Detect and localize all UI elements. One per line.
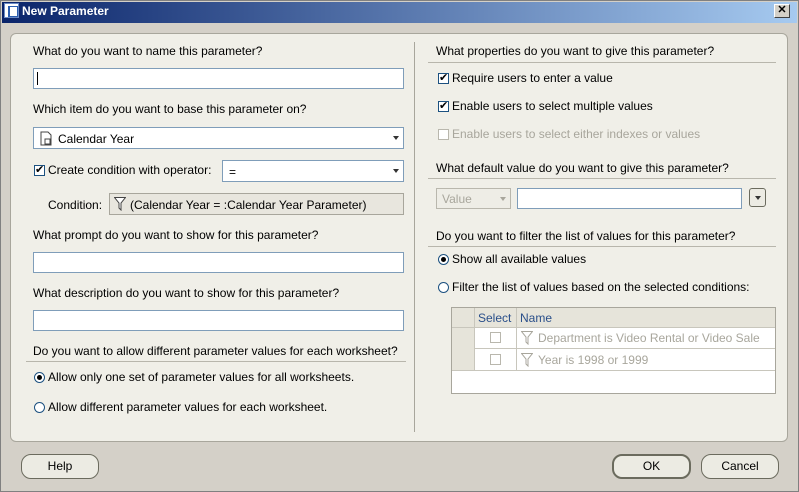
condition-value: (Calendar Year = :Calendar Year Parameter) <box>130 198 367 212</box>
show-all-radio[interactable] <box>438 254 449 265</box>
default-value-input[interactable] <box>517 188 742 209</box>
chevron-down-icon <box>393 136 399 140</box>
indexes-values-checkbox[interactable] <box>438 129 449 140</box>
default-value-question: What default value do you want to give this parameter? <box>436 161 729 175</box>
indexes-values-label: Enable users to select either indexes or values <box>452 127 701 141</box>
require-value-checkbox[interactable] <box>438 73 449 84</box>
multiple-values-checkbox[interactable] <box>438 101 449 112</box>
grid-column-line <box>474 308 475 370</box>
column-divider <box>414 42 415 432</box>
different-values-label: Allow different parameter values for each worksheet. <box>48 400 328 414</box>
prompt-question: What prompt do you want to show for this parameter? <box>33 228 319 242</box>
section-divider <box>26 361 406 362</box>
multiple-values-label: Enable users to select multiple values <box>452 99 653 113</box>
text-caret <box>37 72 38 85</box>
section-divider <box>428 246 776 247</box>
grid-row-2-name: Year is 1998 or 1999 <box>538 353 649 367</box>
filter-values-label: Filter the list of values based on the selected conditions: <box>452 280 750 294</box>
operator-select-value: = <box>229 165 237 179</box>
filter-values-radio[interactable] <box>438 282 449 293</box>
grid-header-select: Select <box>478 311 512 325</box>
filter-question: Do you want to filter the list of values for this parameter? <box>436 229 736 243</box>
default-type-value: Value <box>442 192 472 206</box>
grid-row-2-checkbox[interactable] <box>490 354 501 365</box>
prompt-input[interactable] <box>33 252 404 273</box>
condition-display <box>109 193 404 215</box>
grid-row-1-name: Department is Video Rental or Video Sale <box>538 331 760 345</box>
one-set-radio[interactable] <box>34 372 45 383</box>
grid-row-header <box>452 328 474 370</box>
section-divider <box>428 62 776 63</box>
create-condition-label: Create condition with operator: <box>48 163 212 177</box>
item-select-value: Calendar Year <box>58 132 135 146</box>
grid-row-line <box>452 348 775 349</box>
item-select[interactable] <box>33 127 404 149</box>
chevron-down-icon <box>393 169 399 173</box>
help-button[interactable]: Help <box>21 454 99 479</box>
item-question: Which item do you want to base this parameter on? <box>33 102 307 116</box>
name-input[interactable] <box>33 68 404 89</box>
one-set-label: Allow only one set of parameter values for all worksheets. <box>48 370 355 384</box>
condition-label: Condition: <box>48 198 103 212</box>
description-question: What description do you want to show for this parameter? <box>33 286 340 300</box>
name-question: What do you want to name this parameter? <box>33 44 263 58</box>
default-type-select[interactable] <box>436 188 511 209</box>
grid-header-name: Name <box>520 311 553 325</box>
default-value-list-button[interactable] <box>749 188 766 207</box>
ok-button[interactable]: OK <box>612 454 691 479</box>
grid-row-line <box>452 370 775 371</box>
worksheet-question: Do you want to allow different parameter values for each worksheet? <box>33 344 398 358</box>
create-condition-checkbox[interactable] <box>34 165 45 176</box>
different-values-radio[interactable] <box>34 402 45 413</box>
grid-row-line <box>452 327 775 328</box>
show-all-label: Show all available values <box>452 252 587 266</box>
item-icon <box>40 131 53 146</box>
description-input[interactable] <box>33 310 404 331</box>
window-title: New Parameter <box>22 4 109 18</box>
chevron-down-icon <box>500 197 506 201</box>
properties-question: What properties do you want to give this parameter? <box>436 44 715 58</box>
cancel-button[interactable]: Cancel <box>701 454 779 479</box>
filter-icon <box>521 331 533 348</box>
filter-icon <box>521 353 533 370</box>
grid-column-line <box>516 308 517 370</box>
section-divider <box>428 178 776 179</box>
operator-select[interactable] <box>222 160 404 182</box>
app-icon <box>4 3 19 18</box>
grid-row-1-checkbox[interactable] <box>490 332 501 343</box>
close-button[interactable]: ✕ <box>774 4 790 18</box>
require-value-label: Require users to enter a value <box>452 71 613 85</box>
chevron-down-icon <box>755 196 761 200</box>
title-bar[interactable] <box>2 2 797 23</box>
filter-icon <box>114 197 126 214</box>
